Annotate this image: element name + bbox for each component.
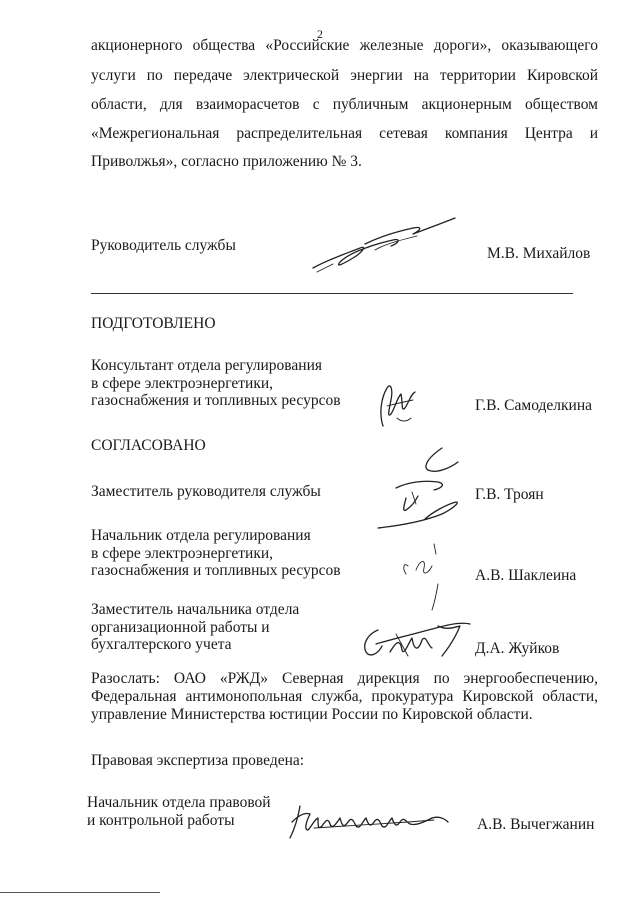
agreed-2-position-line-1: Начальник отдела регулирования bbox=[91, 527, 311, 544]
page-number: 2 bbox=[317, 27, 323, 41]
agreed-1-position: Заместитель руководителя службы bbox=[91, 483, 321, 500]
distribution-line-2: Федеральная антимонопольная служба, прокуратура Кировской области, bbox=[91, 688, 598, 705]
intro-line-1: акционерного общества «Российские железные дороги», оказывающего bbox=[91, 37, 598, 54]
prepared-position-line-1: Консультант отдела регулирования bbox=[91, 357, 323, 374]
prepared-heading: ПОДГОТОВЛЕНО bbox=[91, 315, 216, 332]
agreed-2-signature bbox=[398, 540, 448, 615]
divider-line bbox=[91, 293, 573, 294]
legal-name: А.В. Вычегжанин bbox=[477, 816, 595, 833]
head-name: М.В. Михайлов bbox=[487, 245, 591, 262]
agreed-3-position-line-3: бухгалтерского учета bbox=[91, 636, 232, 653]
prepared-position-line-3: газоснабжения и топливных ресурсов bbox=[91, 392, 341, 409]
intro-line-4: «Межрегиональная распределительная сетевая компания Центра и bbox=[91, 125, 598, 142]
prepared-signature bbox=[373, 378, 423, 430]
legal-position-line-1: Начальник отдела правовой bbox=[87, 794, 271, 811]
head-signature bbox=[305, 210, 470, 280]
footer-line bbox=[0, 892, 160, 893]
intro-line-3: области, для взаиморасчетов с публичным акционерным обществом bbox=[91, 96, 598, 113]
agreed-2-position-line-3: газоснабжения и топливных ресурсов bbox=[91, 562, 341, 579]
agreed-1-name: Г.В. Троян bbox=[475, 486, 544, 503]
distribution-line-1: Разослать: ОАО «РЖД» Северная дирекция по энергообеспечению, bbox=[91, 670, 598, 687]
intro-line-5: Приволжья», согласно приложению № 3. bbox=[91, 153, 362, 170]
agreed-3-name: Д.А. Жуйков bbox=[475, 640, 560, 657]
legal-position-line-2: и контрольной работы bbox=[87, 812, 235, 829]
agreed-1-signature bbox=[372, 440, 472, 535]
distribution-line-3: управление Министерства юстиции России по Кировской области. bbox=[91, 706, 533, 723]
agreed-3-position-line-1: Заместитель начальника отдела bbox=[91, 601, 300, 618]
agreed-2-name: А.В. Шаклеина bbox=[475, 567, 577, 584]
agreed-3-position-line-2: организационной работы и bbox=[91, 619, 270, 636]
agreed-2-position-line-2: в сфере электроэнергетики, bbox=[91, 545, 274, 562]
prepared-position-line-2: в сфере электроэнергетики, bbox=[91, 375, 274, 392]
agreed-heading: СОГЛАСОВАНО bbox=[91, 437, 206, 454]
agreed-3-signature bbox=[356, 616, 476, 664]
legal-note: Правовая экспертиза проведена: bbox=[91, 752, 305, 769]
legal-signature bbox=[284, 800, 454, 842]
prepared-name: Г.В. Самоделкина bbox=[475, 397, 593, 414]
intro-line-2: услуги по передаче электрической энергии на территории Кировской bbox=[91, 67, 598, 84]
head-position: Руководитель службы bbox=[91, 237, 236, 254]
